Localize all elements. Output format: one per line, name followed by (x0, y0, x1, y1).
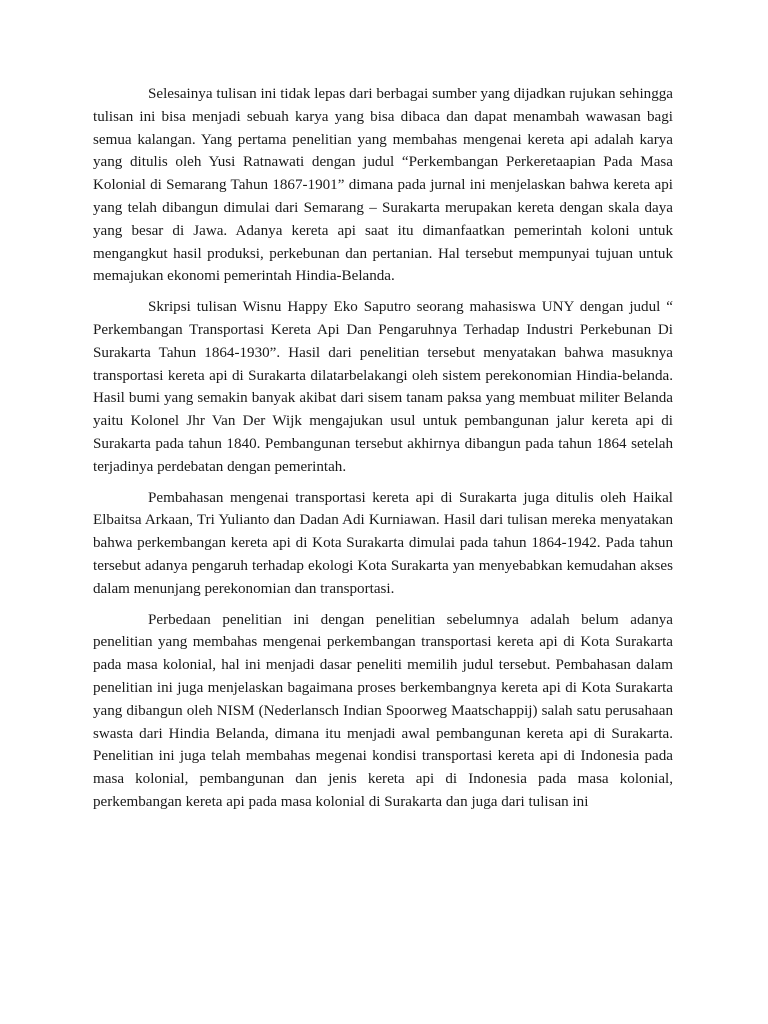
paragraph-4: Perbedaan penelitian ini dengan penelitian sebelumnya adalah belum adanya penelitian yang membahas mengenai perkembangan transportasi kereta api di Kota Surakarta pada masa kolonial, hal ini menjadi dasar peneliti memilih judul tersebut. Pembahasan dalam penelitian ini juga menjelaskan bagaimana proses berkembangnya kereta api di Kota Surakarta yang dibangun oleh NISM (Nederlansch Indian Spoorweg Maatschappij) salah satu perusahaan swasta dari Hindia Belanda, dimana itu menjadi awal pembangunan kereta api di Surakarta. Penelitian ini juga telah membahas megenai kondisi transportasi kereta api di Indonesia pada masa kolonial, pembangunan dan jenis kereta api di Indonesia pada masa kolonial, perkembangan kereta api pada masa kolonial di Surakarta dan juga dari tulisan ini (93, 611, 673, 810)
paragraph-3: Pembahasan mengenai transportasi kereta api di Surakarta juga ditulis oleh Haikal Elbaitsa Arkaan, Tri Yulianto dan Dadan Adi Kurniawan. Hasil dari tulisan mereka menyatakan bahwa perkembangan kereta api di Kota Surakarta dimulai pada tahun 1864-1942. Pada tahun tersebut adanya pengaruh terhadap ekologi Kota Surakarta yan menyebabkan kemudahan akses dalam menunjang perekonomian dan transportasi. (93, 489, 673, 597)
paragraph-2: Skripsi tulisan Wisnu Happy Eko Saputro seorang mahasiswa UNY dengan judul “ Perkembangan Transportasi Kereta Api Dan Pengaruhnya Terhadap Industri Perkebunan Di Surakarta Tahun 1864-1930”. Hasil dari penelitian tersebut menyatakan bahwa masuknya transportasi kereta api di Surakarta dilatarbelakangi oleh sistem perekonomian Hindia-belanda. Hasil bumi yang semakin banyak akibat dari sisem tanam paksa yang membuat militer Belanda yaitu Kolonel Jhr Van Der Wijk mengajukan usul untuk pembangunan jalur kereta api di Surakarta pada tahun 1840. Pembangunan tersebut akhirnya dibangun pada tahun 1864 setelah terjadinya perdebatan dengan pemerintah. (93, 299, 673, 475)
paragraph-1: Selesainya tulisan ini tidak lepas dari berbagai sumber yang dijadkan rujukan sehingga tulisan ini bisa menjadi sebuah karya yang bisa dibaca dan dapat menambah wawasan bagi semua kalangan. Yang pertama penelitian yang membahas mengenai kereta api adalah karya yang ditulis oleh Yusi Ratnawati dengan judul “Perkembangan Perkeretaapian Pada Masa Kolonial di Semarang Tahun 1867-1901” dimana pada jurnal ini menjelaskan bahwa kereta api yang telah dibangun dimulai dari Semarang – Surakarta merupakan kereta dengan skala daya yang besar di Jawa. Adanya kereta api saat itu dimanfaatkan pemerintah koloni untuk mengangkut hasil produksi, perkebunan dan pertanian. Hal tersebut mempunyai tujuan untuk memajukan ekonomi pemerintah Hindia-Belanda. (93, 86, 673, 285)
